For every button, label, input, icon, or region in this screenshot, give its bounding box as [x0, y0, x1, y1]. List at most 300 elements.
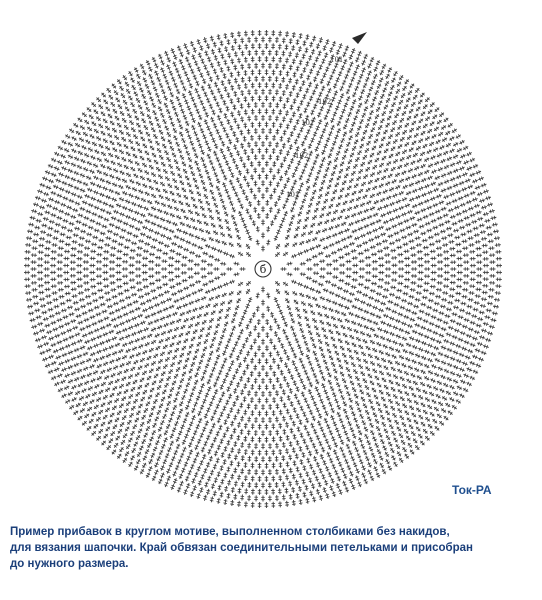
stitch-symbol: [189, 40, 194, 47]
stitch-symbol: [325, 395, 331, 402]
stitch-symbol: [156, 309, 163, 315]
stitch-symbol: [207, 448, 212, 455]
stitch-symbol: [487, 331, 494, 336]
stitch-symbol: [364, 409, 370, 416]
stitch-symbol: [153, 159, 160, 166]
stitch-symbol: [279, 383, 283, 389]
stitch-symbol: [358, 275, 364, 279]
stitch-symbol: [424, 312, 431, 317]
stitch-symbol: [150, 311, 157, 317]
stitch-symbol: [221, 292, 228, 298]
stitch-symbol: [241, 77, 245, 83]
stitch-symbol: [382, 219, 389, 225]
stitch-symbol: [412, 437, 419, 444]
stitch-symbol: [116, 314, 123, 319]
stitch-symbol: [158, 377, 165, 384]
stitch-symbol: [206, 207, 213, 214]
stitch-symbol: [391, 412, 398, 419]
stitch-symbol: [305, 60, 310, 67]
stitch-symbol: [443, 284, 449, 288]
stitch-symbol: [469, 250, 475, 254]
stitch-symbol: [146, 89, 152, 96]
stitch-symbol: [337, 194, 344, 201]
stitch-symbol: [108, 203, 115, 209]
stitch-symbol: [47, 163, 54, 169]
stitch-symbol: [147, 212, 154, 218]
stitch-symbol: [384, 409, 391, 416]
stitch-symbol: [68, 128, 75, 134]
stitch-symbol: [243, 122, 247, 128]
stitch-symbol: [225, 105, 230, 112]
stitch-symbol: [254, 443, 258, 449]
stitch-symbol: [295, 119, 300, 126]
stitch-symbol: [365, 199, 372, 205]
stitch-symbol: [282, 116, 286, 122]
stitch-symbol: [331, 140, 337, 147]
stitch-symbol: [173, 111, 179, 118]
stitch-symbol: [428, 391, 435, 397]
stitch-symbol: [134, 226, 141, 231]
stitch-symbol: [351, 386, 357, 393]
stitch-symbol: [417, 98, 424, 105]
stitch-symbol: [244, 423, 248, 429]
stitch-symbol: [212, 490, 217, 497]
stitch-symbol: [332, 420, 338, 427]
stitch-symbol: [341, 108, 347, 115]
stitch-symbol: [305, 322, 312, 329]
stitch-symbol: [368, 446, 374, 453]
stitch-symbol: [330, 117, 336, 124]
stitch-symbol: [102, 361, 109, 367]
stitch-symbol: [288, 454, 292, 460]
stitch-symbol: [344, 192, 351, 199]
stitch-symbol: [424, 260, 430, 264]
stitch-symbol: [319, 237, 326, 243]
stitch-symbol: [437, 281, 443, 285]
stitch-symbol: [188, 82, 194, 89]
stitch-symbol: [57, 281, 63, 285]
stitch-symbol: [84, 393, 91, 399]
stitch-symbol: [364, 147, 371, 154]
stitch-symbol: [282, 442, 286, 448]
stitch-symbol: [296, 399, 301, 406]
stitch-symbol: [130, 201, 137, 207]
stitch-symbol: [324, 121, 330, 128]
stitch-symbol: [218, 397, 223, 404]
stitch-symbol: [240, 267, 246, 271]
stitch-symbol: [140, 438, 146, 445]
stitch-symbol: [219, 300, 226, 307]
stitch-symbol: [169, 145, 175, 152]
stitch-symbol: [421, 192, 428, 198]
stitch-symbol: [316, 362, 322, 369]
stitch-symbol: [305, 34, 310, 41]
stitch-symbol: [201, 105, 206, 112]
stitch-symbol: [204, 229, 211, 235]
stitch-symbol: [81, 333, 88, 338]
stitch-symbol: [292, 447, 297, 454]
stitch-symbol: [333, 181, 340, 188]
stitch-symbol: [354, 236, 361, 241]
stitch-symbol: [343, 244, 350, 249]
stitch-symbol: [44, 274, 50, 278]
stitch-symbol: [182, 363, 189, 370]
stitch-symbol: [119, 362, 126, 368]
stitch-symbol: [81, 111, 88, 118]
stitch-symbol: [82, 166, 89, 172]
stitch-symbol: [148, 267, 154, 271]
stitch-symbol: [336, 127, 342, 134]
stitch-symbol: [140, 335, 147, 341]
stitch-symbol: [309, 463, 314, 470]
stitch-symbol: [455, 291, 461, 295]
stitch-symbol: [470, 271, 476, 275]
stitch-symbol: [392, 437, 399, 444]
stitch-symbol: [280, 315, 286, 322]
stitch-symbol: [41, 223, 48, 228]
stitch-symbol: [345, 274, 351, 278]
stitch-symbol: [90, 430, 97, 437]
stitch-symbol: [199, 432, 204, 439]
stitch-symbol: [399, 395, 406, 402]
stitch-symbol: [200, 382, 206, 389]
stitch-symbol: [371, 164, 378, 171]
stitch-symbol: [352, 271, 358, 275]
stitch-symbol: [274, 331, 279, 338]
stitch-symbol: [405, 342, 412, 348]
stitch-symbol: [398, 190, 405, 196]
stitch-symbol: [271, 449, 275, 455]
stitch-symbol: [44, 287, 50, 291]
stitch-symbol: [67, 228, 74, 233]
stitch-symbol: [292, 58, 296, 64]
stitch-symbol: [344, 414, 350, 421]
stitch-symbol: [201, 426, 206, 433]
stitch-symbol: [346, 67, 352, 74]
stitch-symbol: [198, 227, 205, 233]
stitch-symbol: [460, 232, 467, 237]
stitch-symbol: [272, 436, 276, 442]
stitch-symbol: [275, 102, 279, 108]
stitch-symbol: [448, 240, 454, 244]
stitch-symbol: [213, 388, 219, 395]
stitch-symbol: [458, 165, 465, 171]
stitch-symbol: [401, 383, 408, 390]
stitch-symbol: [299, 405, 304, 412]
stitch-symbol: [233, 414, 238, 421]
stitch-symbol: [318, 494, 323, 501]
stitch-symbol: [408, 239, 415, 244]
stitch-symbol: [465, 199, 472, 204]
stitch-symbol: [367, 469, 373, 476]
stitch-symbol: [455, 358, 462, 364]
stitch-symbol: [141, 182, 148, 188]
stitch-symbol: [133, 417, 140, 424]
stitch-symbol: [134, 306, 141, 311]
stitch-symbol: [335, 330, 342, 337]
stitch-symbol: [70, 162, 77, 168]
stitch-symbol: [354, 56, 360, 63]
stitch-symbol: [64, 321, 71, 326]
stitch-symbol: [382, 129, 389, 136]
stitch-symbol: [54, 311, 61, 316]
stitch-symbol: [326, 263, 332, 267]
stitch-symbol: [139, 110, 146, 117]
stitch-symbol: [51, 284, 57, 288]
stitch-symbol: [257, 134, 261, 140]
stitch-symbol: [60, 331, 67, 336]
stitch-symbol: [61, 225, 68, 230]
stitch-symbol: [400, 212, 407, 218]
stitch-symbol: [257, 332, 261, 338]
stitch-symbol: [142, 432, 148, 439]
stitch-symbol: [202, 282, 209, 287]
stitch-symbol: [272, 135, 276, 141]
stitch-symbol: [283, 349, 288, 356]
stitch-symbol: [193, 152, 199, 159]
row-number-label: 101: [330, 56, 344, 64]
stitch-symbol: [411, 188, 418, 194]
stitch-symbol: [160, 300, 167, 305]
stitch-symbol: [258, 95, 262, 101]
stitch-symbol: [148, 411, 155, 418]
stitch-symbol: [325, 321, 332, 328]
stitch-symbol: [70, 341, 77, 347]
stitch-symbol: [288, 220, 294, 227]
stitch-symbol: [158, 129, 164, 136]
stitch-symbol: [364, 455, 370, 462]
stitch-symbol: [467, 184, 474, 190]
stitch-symbol: [24, 264, 30, 268]
stitch-symbol: [419, 440, 426, 447]
stitch-symbol: [120, 136, 127, 143]
stitch-symbol: [458, 352, 465, 358]
stitch-symbol: [496, 271, 502, 275]
stitch-symbol: [226, 146, 231, 153]
stitch-symbol: [268, 443, 272, 449]
stitch-symbol: [455, 373, 462, 379]
stitch-symbol: [46, 233, 52, 237]
stitch-symbol: [315, 70, 320, 77]
stitch-symbol: [463, 253, 469, 257]
stitch-symbol: [451, 334, 458, 339]
stitch-symbol: [167, 163, 174, 170]
stitch-symbol: [340, 467, 346, 474]
stitch-symbol: [265, 43, 269, 49]
stitch-symbol: [275, 76, 279, 82]
stitch-symbol: [176, 45, 181, 52]
stitch-symbol: [102, 171, 109, 177]
stitch-symbol: [421, 295, 428, 300]
stitch-symbol: [408, 146, 415, 153]
stitch-symbol: [273, 235, 279, 242]
stitch-symbol: [42, 216, 49, 221]
stitch-symbol: [204, 111, 209, 118]
stitch-symbol: [72, 122, 79, 129]
stitch-symbol: [383, 288, 390, 293]
stitch-symbol: [301, 452, 306, 459]
stitch-symbol: [316, 311, 323, 318]
stitch-symbol: [436, 413, 443, 420]
stitch-symbol: [81, 200, 88, 205]
stitch-symbol: [233, 64, 237, 70]
stitch-symbol: [221, 240, 228, 246]
stitch-symbol: [153, 62, 159, 69]
stitch-symbol: [80, 304, 87, 309]
stitch-symbol: [158, 82, 164, 89]
stitch-symbol: [56, 318, 63, 323]
stitch-symbol: [275, 155, 279, 161]
stitch-symbol: [93, 128, 100, 135]
stitch-symbol: [219, 67, 224, 74]
stitch-symbol: [90, 196, 97, 202]
stitch-symbol: [203, 311, 210, 318]
stitch-symbol: [417, 347, 424, 353]
stitch-symbol: [250, 174, 254, 180]
stitch-symbol: [342, 123, 348, 130]
stitch-symbol: [335, 455, 341, 462]
stitch-symbol: [169, 433, 175, 440]
stitch-symbol: [86, 126, 93, 133]
stitch-symbol: [369, 339, 376, 345]
stitch-symbol: [118, 129, 125, 136]
stitch-symbol: [298, 446, 303, 453]
stitch-symbol: [144, 242, 151, 247]
stitch-symbol: [333, 398, 339, 405]
stitch-symbol: [295, 413, 300, 420]
stitch-symbol: [361, 154, 368, 161]
stitch-symbol: [102, 414, 109, 421]
stitch-symbol: [244, 475, 248, 481]
stitch-symbol: [389, 331, 396, 337]
stitch-symbol: [70, 267, 76, 271]
stitch-symbol: [334, 293, 341, 298]
stitch-symbol: [392, 70, 398, 77]
stitch-symbol: [121, 205, 128, 211]
stitch-symbol: [117, 428, 124, 435]
stitch-symbol: [133, 90, 139, 97]
stitch-symbol: [315, 406, 321, 413]
stitch-symbol: [353, 328, 360, 334]
stitch-symbol: [282, 376, 287, 383]
stitch-symbol: [219, 198, 225, 205]
stitch-symbol: [245, 323, 250, 330]
stitch-symbol: [323, 114, 329, 121]
stitch-symbol: [237, 474, 241, 480]
stitch-symbol: [312, 469, 317, 476]
stitch-symbol: [163, 290, 170, 295]
stitch-symbol: [363, 105, 369, 112]
stitch-symbol: [452, 141, 459, 147]
stitch-symbol: [146, 442, 152, 449]
stitch-symbol: [311, 214, 318, 221]
stitch-symbol: [200, 58, 205, 65]
stitch-symbol: [236, 461, 240, 467]
stitch-symbol: [268, 50, 272, 56]
stitch-symbol: [278, 501, 282, 507]
stitch-symbol: [227, 479, 231, 485]
stitch-symbol: [400, 170, 407, 176]
stitch-symbol: [271, 489, 275, 495]
stitch-symbol: [37, 264, 43, 268]
stitch-symbol: [331, 188, 338, 195]
stitch-symbol: [97, 123, 104, 130]
stitch-symbol: [137, 167, 144, 174]
stitch-symbol: [326, 80, 331, 87]
stitch-symbol: [172, 397, 178, 404]
stitch-symbol: [299, 459, 304, 466]
stitch-symbol: [302, 40, 307, 47]
stitch-symbol: [477, 317, 484, 322]
stitch-symbol: [229, 380, 234, 387]
stitch-symbol: [432, 308, 439, 313]
stitch-symbol: [95, 435, 102, 442]
stitch-symbol: [387, 299, 394, 304]
stitch-symbol: [455, 189, 462, 195]
stitch-symbol: [243, 409, 247, 415]
stitch-symbol: [116, 370, 123, 376]
stitch-symbol: [65, 235, 71, 240]
stitch-symbol: [220, 272, 226, 276]
stitch-symbol: [261, 287, 265, 293]
stitch-symbol: [357, 344, 364, 351]
stitch-symbol: [362, 129, 368, 136]
stitch-symbol: [388, 153, 395, 160]
stitch-symbol: [121, 190, 128, 196]
stitch-symbol: [440, 326, 447, 331]
stitch-symbol: [309, 222, 316, 229]
stitch-symbol: [403, 78, 410, 85]
stitch-symbol: [343, 289, 350, 294]
stitch-symbol: [242, 162, 247, 169]
stitch-symbol: [228, 138, 233, 145]
stitch-symbol: [271, 109, 275, 115]
stitch-symbol: [97, 318, 104, 323]
stitch-symbol: [200, 85, 205, 92]
stitch-symbol: [261, 496, 265, 502]
stitch-symbol: [265, 502, 269, 508]
stitch-symbol: [187, 164, 193, 171]
stitch-symbol: [447, 233, 454, 238]
stitch-symbol: [395, 295, 402, 300]
stitch-symbol: [395, 88, 401, 95]
stitch-symbol: [349, 61, 355, 68]
stitch-symbol: [380, 357, 387, 363]
stitch-symbol: [79, 206, 86, 211]
stitch-symbol: [298, 46, 303, 53]
stitch-symbol: [327, 328, 334, 335]
stitch-symbol: [357, 306, 364, 312]
stitch-symbol: [295, 466, 300, 473]
stitch-symbol: [172, 470, 178, 477]
stitch-symbol: [123, 407, 130, 414]
stitch-symbol: [212, 463, 217, 470]
stitch-symbol: [135, 97, 141, 104]
stitch-symbol: [322, 172, 328, 179]
stitch-symbol: [44, 253, 50, 257]
stitch-symbol: [196, 465, 201, 472]
stitch-symbol: [424, 435, 431, 442]
stitch-symbol: [304, 484, 309, 491]
stitch-symbol: [217, 47, 222, 54]
stitch-symbol: [71, 294, 77, 298]
stitch-symbol: [415, 106, 422, 113]
stitch-symbol: [447, 208, 454, 213]
stitch-symbol: [39, 237, 45, 241]
stitch-symbol: [85, 239, 91, 243]
stitch-symbol: [190, 68, 195, 75]
stitch-symbol: [363, 98, 369, 105]
